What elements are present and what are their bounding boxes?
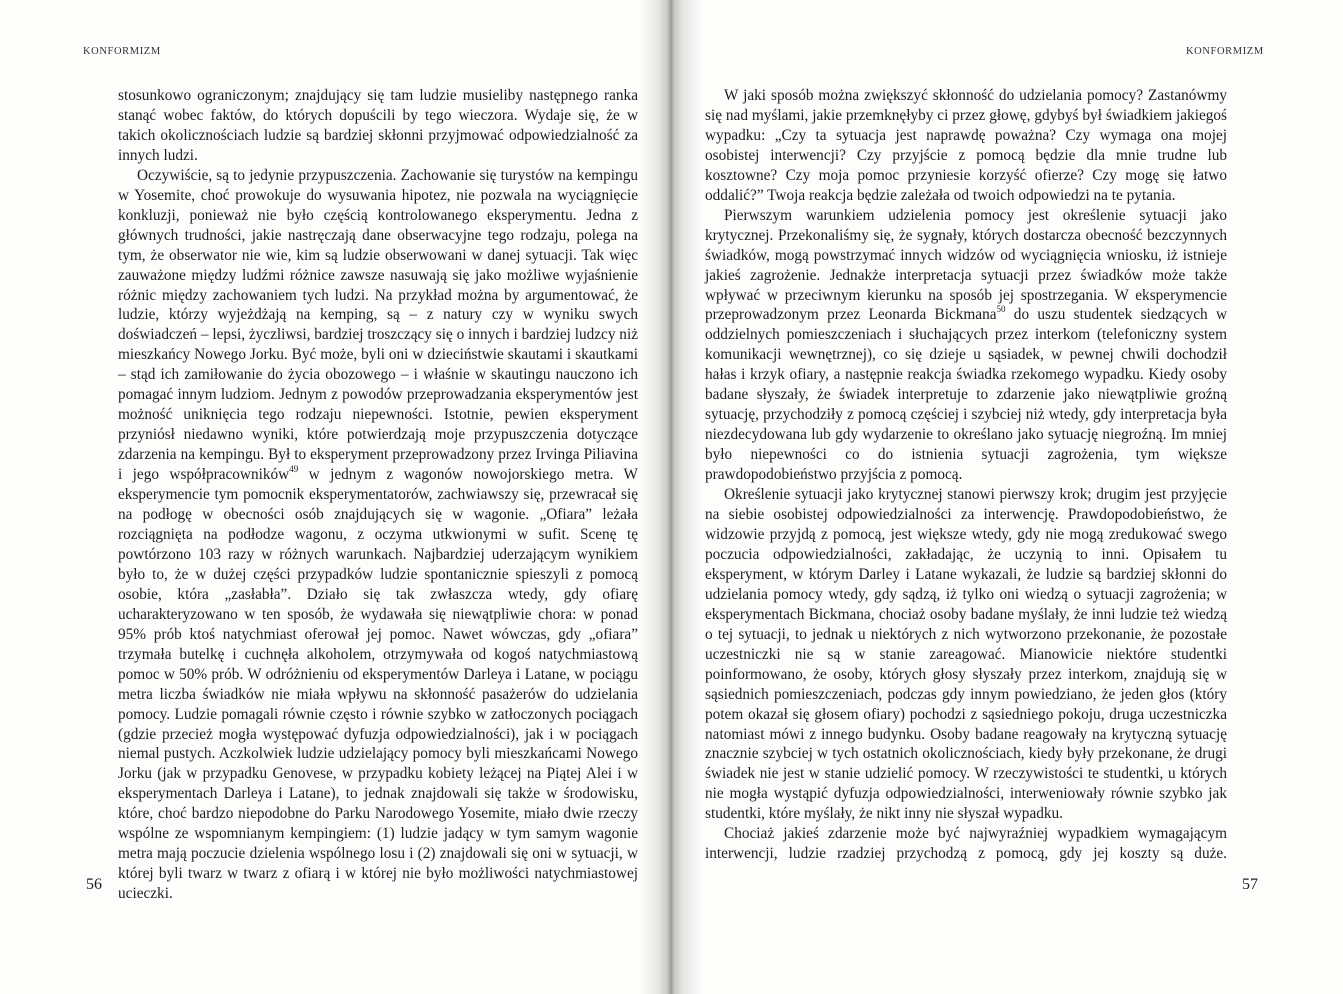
footnote-ref: 49 <box>289 464 299 475</box>
body-text <box>705 86 1227 864</box>
footnote-ref: 50 <box>996 304 1006 315</box>
page-number: 56 <box>86 876 102 893</box>
left-page <box>0 0 660 994</box>
paragraph: Pierwszym warunkiem udzielenia pomocy jest określenie sytuacji jako krytycznej. Przekonaliśmy się, że sygnały, których dostarcza obecność bezczynnych świadków, mogą powstrzymać innych widzów od wyciągnięcia wniosku, iż istnieje jakieś zagrożenie. Jednakże interpretacja sytuacji przez świadków może także wpływać w przeciwnym kierunku na sposób jej spostrzegania. W eksperymencie przeprowadzonym przez Leonarda Bickmana$^{50}$ do uszu studentek siedzących w oddzielnych pomieszczeniach i słuchających przez interkom (telefoniczny system komunikacji wewnętrznej), co się dzieje u sąsiadek, w pewnej chwili dochodził hałas i krzyk ofiary, a następnie reakcja świadka rzekomego wypadku. Kiedy osoby badane słyszały, że świadek interpretuje to zdarzenie jako niewątpliwie groźną sytuację, przychodziły z pomocą częściej i szybciej niż wtedy, gdy interpretacja była niezdecydowana lub gdy wydarzenie to określano jako sytuację niegroźną. Im mniej było niepewności co do istnienia sytuacji zagrożenia, tym większe prawdopodobieństwo przyjścia z pomocą. <box>705 206 1227 484</box>
paragraph: Oczywiście, są to jedynie przypuszczenia. Zachowanie się turystów na kempingu w Yosemite, choć prowokuje do wysuwania hipotez, nie pozwala na wyciągnięcie konkluzji, ponieważ nie było częścią kontrolowanego eksperymentu. Jedna z głównych trudności, jakie nastręczają dane obserwacyjne tego rodzaju, polega na tym, że obserwator nie wie, kim są ludzie obserwowani w danej sytuacji. Tak więc zauważone między ludźmi różnice zawsze nasuwają się jako możliwe wyjaśnienie różnic między zachowaniem tych ludzi. Na przykład można by argumentować, że ludzie, którzy wyjeżdżają na kemping, są – z natury czy w wyniku swych doświadczeń – lepsi, życzliwsi, bardziej troszczący się o innych i bardziej ludzcy niż mieszkańcy Nowego Jorku. Być może, byli oni w dzieciństwie skautami i skautkami – stąd ich zamiłowanie do życia obozowego – i właśnie w skautingu nauczono ich pomagać innym ludziom. Jednym z powodów przeprowadzania eksperymentów jest możność uniknięcia tego rodzaju niepewności. Istotnie, pewien eksperyment przyniósł niedawno wyniki, które potwierdzają moje przypuszczenia dotyczące zdarzenia na kempingu. Był to eksperyment przeprowadzony przez Irvinga Piliavina i jego współpracowników$^{49}$ w jednym z wagonów nowojorskiego metra. W eksperymencie tym pomocnik eksperymentatorów, zachwiawszy się, przewracał się na podłogę w obecności osób znajdujących się w wagonie. „Ofiara” leżała rozciągnięta na podłodze wagonu, z oczyma utkwionymi w sufit. Scenę tę powtórzono 103 razy w różnych warunkach. Najbardziej uderzającym wynikiem było to, że w dużej części przypadków ludzie spontanicznie spieszyli z pomocą osobie, która „zasłabła”. Działo się tak zwłaszcza wtedy, gdy ofiarę ucharakteryzowano w ten sposób, że wydawała się niewątpliwie chora: w ponad 95% prób ktoś natychmiast oferował jej pomoc. Nawet wówczas, gdy „ofiara” trzymała butelkę i cuchnęła alkoholem, otrzymywała od kogoś natychmiastową pomoc w 50% prób. W odróżnieniu od eksperymentów Darleya i Latane, w pociągu metra liczba świadków nie miała wpływu na skłonność pasażerów do udzielania pomocy. Ludzie pomagali równie często i równie szybko w zatłoczonych pociągach (gdzie przecież mogła występować dyfuzja odpowiedzialności), jak i w pociągach niemal pustych. Aczkolwiek ludzie udzielający pomocy byli mieszkańcami Nowego Jorku (jak w przypadku Genovese, w przypadku kobiety leżącej na Piątej Alei i w eksperymentach Darleya i Latane), to jednak znajdowali się także w środowisku, które, choć bardzo niepodobne do Parku Narodowego Yosemite, miało dwie rzeczy wspólne ze wspomnianym kempingiem: (1) ludzie jadący w tym samym wagonie metra mają poczucie dzielenia wspólnego losu i (2) znajdowali się oni w sytuacji, w której byli twarz w twarz z ofiarą i w której nie było możliwości natychmiastowej ucieczki. <box>118 166 638 903</box>
right-page <box>686 0 1343 994</box>
paragraph: stosunkowo ograniczonym; znajdujący się tam ludzie musieliby następnego ranka stanąć wobec faktów, do których dopuścili by tego wieczora. Wydaje się, że w takich okolicznościach ludzie są bardziej skłonni przyjmować odpowiedzialność za innych ludzi. <box>118 87 638 164</box>
paragraph: Określenie sytuacji jako krytycznej stanowi pierwszy krok; drugim jest przyjęcie na siebie osobistej odpowiedzialności za interwencję. Prawdopodobieństwo, że widzowie przyjdą z pomocą, jest większe wtedy, gdy nie mogą zredukować swego poczucia odpowiedzialności, zakładając, że uczynią to inni. Opisałem tu eksperyment, w którym Darley i Latane wykazali, że ludzie są bardziej skłonni do udzielania pomocy wtedy, gdy sądzą, iż tylko oni wiedzą o sytuacji zagrożenia; w eksperymentach Bickmana, chociaż osoby badane myślały, że inni ludzie też wiedzą o tej sytuacji, to jednak u niektórych z nich wytworzono przekonanie, że pozostałe uczestniczki nie są w stanie zareagować. Mianowicie niektóre studentki poinformowano, że osoby, których głosy słyszały przez interkom, znajdują się w sąsiednich pomieszczeniach, podczas gdy innym powiedziano, że jeden głos (który potem okazał się głosem ofiary) pochodzi z sąsiedniego pokoju, druga uczestniczka natomiast mówi z innego budynku. Osoby badane reagowały na krytyczną sytuację znacznie szybciej w tych ostatnich okolicznościach, kiedy były przekonane, że drugi świadek nie jest w stanie udzielić pomocy. W rzeczywistości te studentki, u których nie mogła wystąpić dyfuzja odpowiedzialności, interweniowały równie szybko jak studentki, które myślały, że nikt inny nie słyszał wypadku. <box>705 486 1227 823</box>
paragraph: W jaki sposób można zwiększyć skłonność do udzielania pomocy? Zastanówmy się nad myślami, jakie przemknęłyby ci przez głowę, gdybyś był świadkiem jakiegoś wypadku: „Czy ta sytuacja jest naprawdę poważna? Czy wymaga ona mojej osobistej interwencji? Czy przyjście z pomocą będzie dla mnie trudne lub kosztowne? Czy moja pomoc przyniesie korzyść ofierze? Czy mogę się łatwo oddalić?” Twoja reakcja będzie zależała od twoich odpowiedzi na te pytania. <box>705 87 1227 204</box>
running-head: KONFORMIZM <box>1186 46 1264 57</box>
paragraph: Chociaż jakieś zdarzenie może być najwyraźniej wypadkiem wymagającym interwencji, ludzie rzadziej przychodzą z pomocą, gdy jej koszty są duże. <box>705 825 1227 863</box>
running-head: KONFORMIZM <box>83 46 161 57</box>
page-number: 57 <box>1242 876 1258 893</box>
body-text <box>118 86 638 904</box>
